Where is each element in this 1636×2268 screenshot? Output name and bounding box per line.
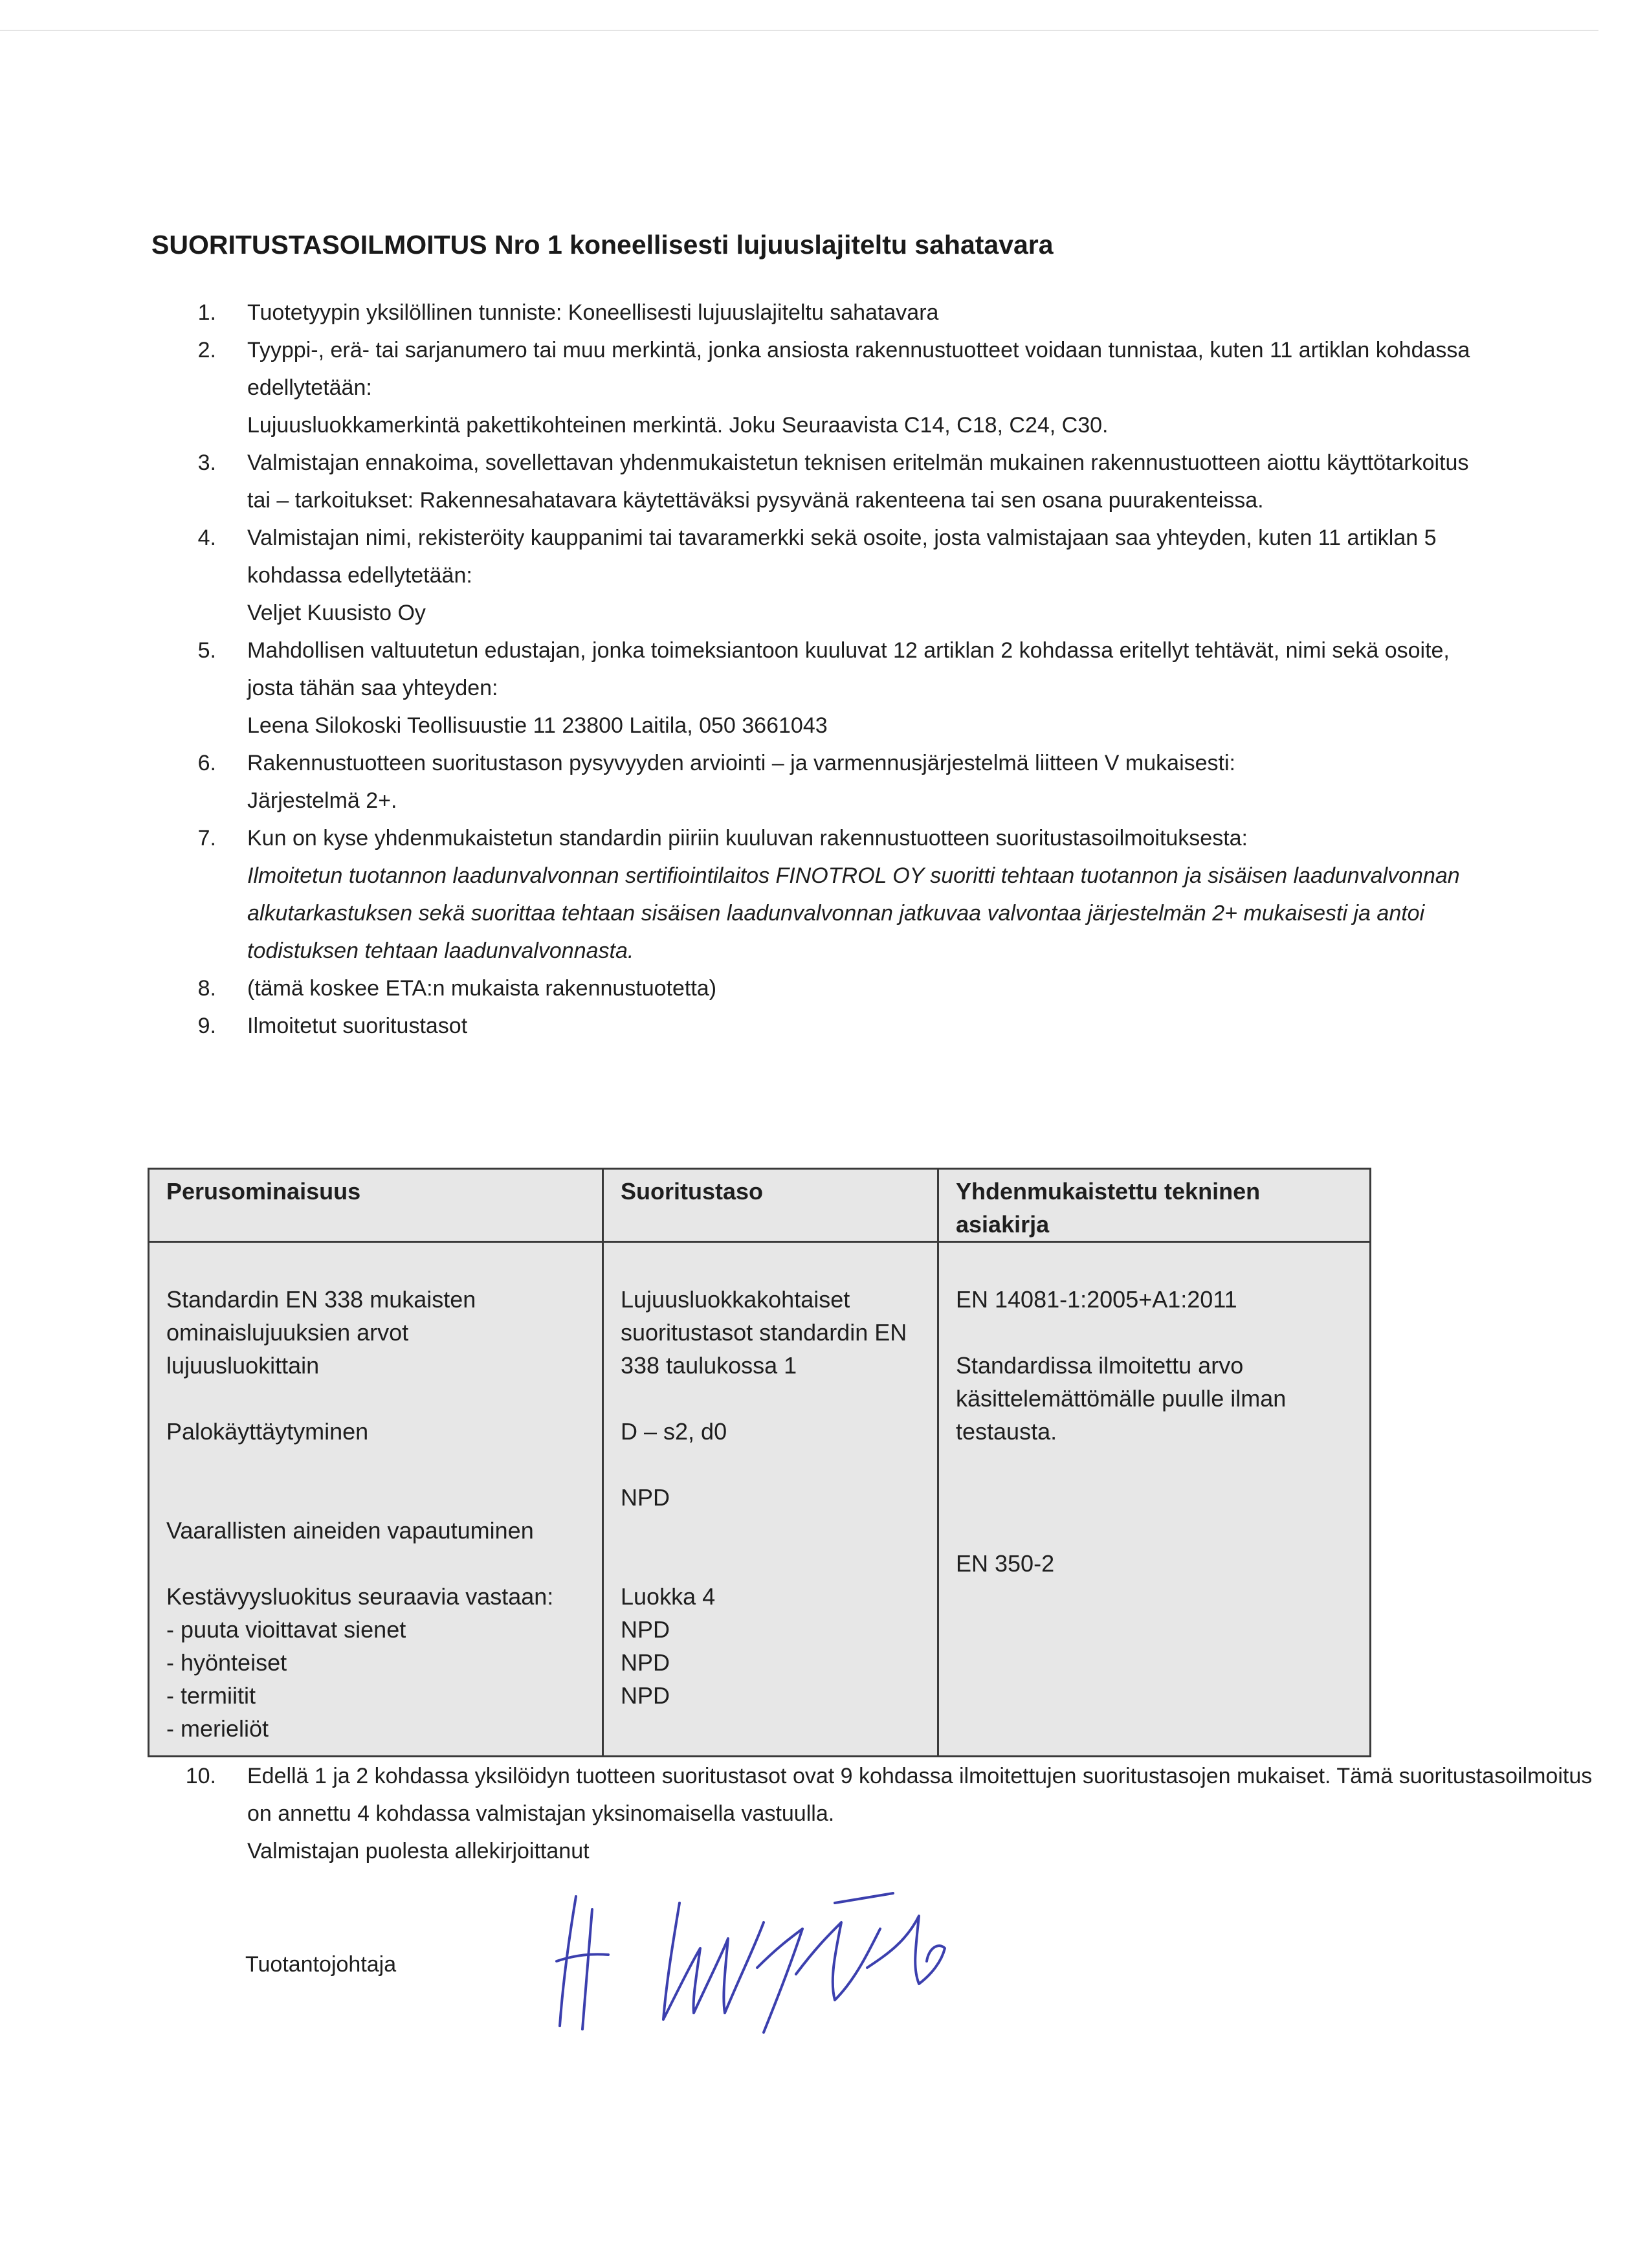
cell-line: D – s2, d0	[621, 1418, 727, 1445]
item-number: 2.	[197, 338, 216, 362]
item-text: Tuotetyypin yksilöllinen tunniste: Koneellisesti lujuuslajiteltu sahatavara	[247, 300, 939, 325]
page-edge-rule	[0, 30, 1598, 31]
list-item	[151, 519, 1498, 632]
declaration-items	[151, 294, 1498, 1045]
list-item	[151, 444, 1498, 519]
list-item	[151, 970, 1498, 1007]
cell-line: suoritustasot standardin EN	[621, 1319, 907, 1346]
item-text: (tämä koskee ETA:n mukaista rakennustuotetta)	[247, 976, 717, 1001]
cell-line: Kestävyysluokitus seuraavia vastaan:	[166, 1583, 554, 1610]
cell-line: testausta.	[956, 1418, 1057, 1445]
item-number: 5.	[197, 638, 216, 663]
item-text: Tyyppi-, erä- tai sarjanumero tai muu merkintä, jonka ansiosta rakennustuotteet voidaan tunnistaa, kuten 11 artiklan kohdassa edellytetään:	[247, 338, 1470, 400]
item-number: 3.	[197, 450, 216, 475]
cell-line: NPD	[621, 1616, 670, 1643]
cell-line: 338 taulukossa 1	[621, 1352, 797, 1379]
column-header: Suoritustaso	[603, 1169, 938, 1242]
table-cell-performance	[603, 1242, 938, 1757]
signature-statement: Valmistajan puolesta allekirjoittanut	[247, 1839, 590, 1863]
item-detail: Leena Silokoski Teollisuustie 11 23800 Laitila, 050 3661043	[247, 713, 828, 738]
table-row	[149, 1242, 1371, 1757]
item-text: Valmistajan ennakoima, sovellettavan yhdenmukaistetun teknisen eritelmän mukainen rakennustuotteen aiottu käyttötarkoitus tai – tarkoitukset: Rakennesahatavara käytettäväksi pysyvänä rakenteena tai sen osana puurakenteissa.	[247, 450, 1469, 513]
cell-line: - hyönteiset	[166, 1649, 287, 1676]
list-item	[151, 331, 1498, 444]
document-title: SUORITUSTASOILMOITUS Nro 1 koneellisesti lujuuslajiteltu sahatavara	[151, 230, 1054, 260]
list-item	[151, 744, 1498, 819]
item-text: Edellä 1 ja 2 kohdassa yksilöidyn tuotteen suoritustasot ovat 9 kohdassa ilmoitettujen suoritustasojen mukaiset. Tämä suoritustasoilmoitus on annettu 4 kohdassa valmistajan yksinomaisella vastuulla.	[247, 1764, 1593, 1826]
cell-line: EN 350-2	[956, 1550, 1055, 1577]
cell-line: NPD	[621, 1484, 670, 1511]
cell-line: Palokäyttäytyminen	[166, 1418, 369, 1445]
performance-table	[148, 1168, 1371, 1757]
item-detail: Ilmoitetun tuotannon laadunvalvonnan sertifiointilaitos FINOTROL OY suoritti tehtaan tuotannon ja sisäisen laadunvalvonnan alkutarkastuksen sekä suorittaa tehtaan sisäisen laadunvalvonnan jatkuvaa valvontaa järjestelmän 2+ mukaisesti ja antoi todistuksen tehtaan laadunvalvonnasta.	[247, 863, 1460, 963]
item-detail: Järjestelmä 2+.	[247, 788, 397, 813]
cell-line: NPD	[621, 1649, 670, 1676]
cell-line: - puuta vioittavat sienet	[166, 1616, 406, 1643]
handwritten-signature	[531, 1877, 971, 2045]
cell-line: Lujuusluokkakohtaiset	[621, 1286, 850, 1313]
item-text: Ilmoitetut suoritustasot	[247, 1014, 468, 1038]
list-item	[151, 294, 1498, 331]
signatory-role: Tuotantojohtaja	[245, 1952, 397, 1977]
item-text: Kun on kyse yhdenmukaistetun standardin piiriin kuuluvan rakennustuotteen suoritustasoilmoituksesta:	[247, 826, 1248, 850]
column-header: Yhdenmukaistettu tekninen asiakirja	[938, 1169, 1371, 1242]
item-number: 1.	[197, 300, 216, 325]
cell-line: ominaislujuuksien arvot	[166, 1319, 409, 1346]
table-cell-specification	[938, 1242, 1371, 1757]
list-item-10	[151, 1757, 1593, 1870]
list-item	[151, 632, 1498, 744]
cell-line: EN 14081-1:2005+A1:2011	[956, 1286, 1237, 1313]
item-detail: Lujuusluokkamerkintä pakettikohteinen merkintä. Joku Seuraavista C14, C18, C24, C30.	[247, 413, 1109, 438]
item-number: 6.	[197, 751, 216, 775]
item-text: Valmistajan nimi, rekisteröity kauppanimi tai tavaramerkki sekä osoite, josta valmistajaan saa yhteyden, kuten 11 artiklan 5 kohdassa edellytetään:	[247, 526, 1437, 588]
item-text: Rakennustuotteen suoritustason pysyvyyden arviointi – ja varmennusjärjestelmä liitteen V mukaisesti:	[247, 751, 1235, 775]
item-detail: Veljet Kuusisto Oy	[247, 601, 426, 625]
cell-line: Vaarallisten aineiden vapautuminen	[166, 1517, 534, 1544]
list-item	[151, 819, 1498, 970]
item-number: 4.	[197, 526, 216, 550]
cell-line: lujuusluokittain	[166, 1352, 320, 1379]
cell-line: Standardin EN 338 mukaisten	[166, 1286, 476, 1313]
list-item	[151, 1007, 1498, 1045]
item-number: 10.	[185, 1764, 216, 1788]
cell-line: käsittelemättömälle puulle ilman	[956, 1385, 1287, 1412]
cell-line: - merieliöt	[166, 1715, 269, 1742]
cell-line: NPD	[621, 1682, 670, 1709]
table-header-row	[149, 1169, 1371, 1242]
cell-line: Luokka 4	[621, 1583, 716, 1610]
item-number: 7.	[197, 826, 216, 850]
column-header: Perusominaisuus	[149, 1169, 603, 1242]
item-number: 9.	[197, 1014, 216, 1038]
item-text: Mahdollisen valtuutetun edustajan, jonka toimeksiantoon kuuluvat 12 artiklan 2 kohdassa eritellyt tehtävät, nimi sekä osoite, josta tähän saa yhteyden:	[247, 638, 1450, 700]
table-cell-characteristic	[149, 1242, 603, 1757]
item-number: 8.	[197, 976, 216, 1001]
cell-line: Standardissa ilmoitettu arvo	[956, 1352, 1244, 1379]
cell-line: - termiitit	[166, 1682, 256, 1709]
